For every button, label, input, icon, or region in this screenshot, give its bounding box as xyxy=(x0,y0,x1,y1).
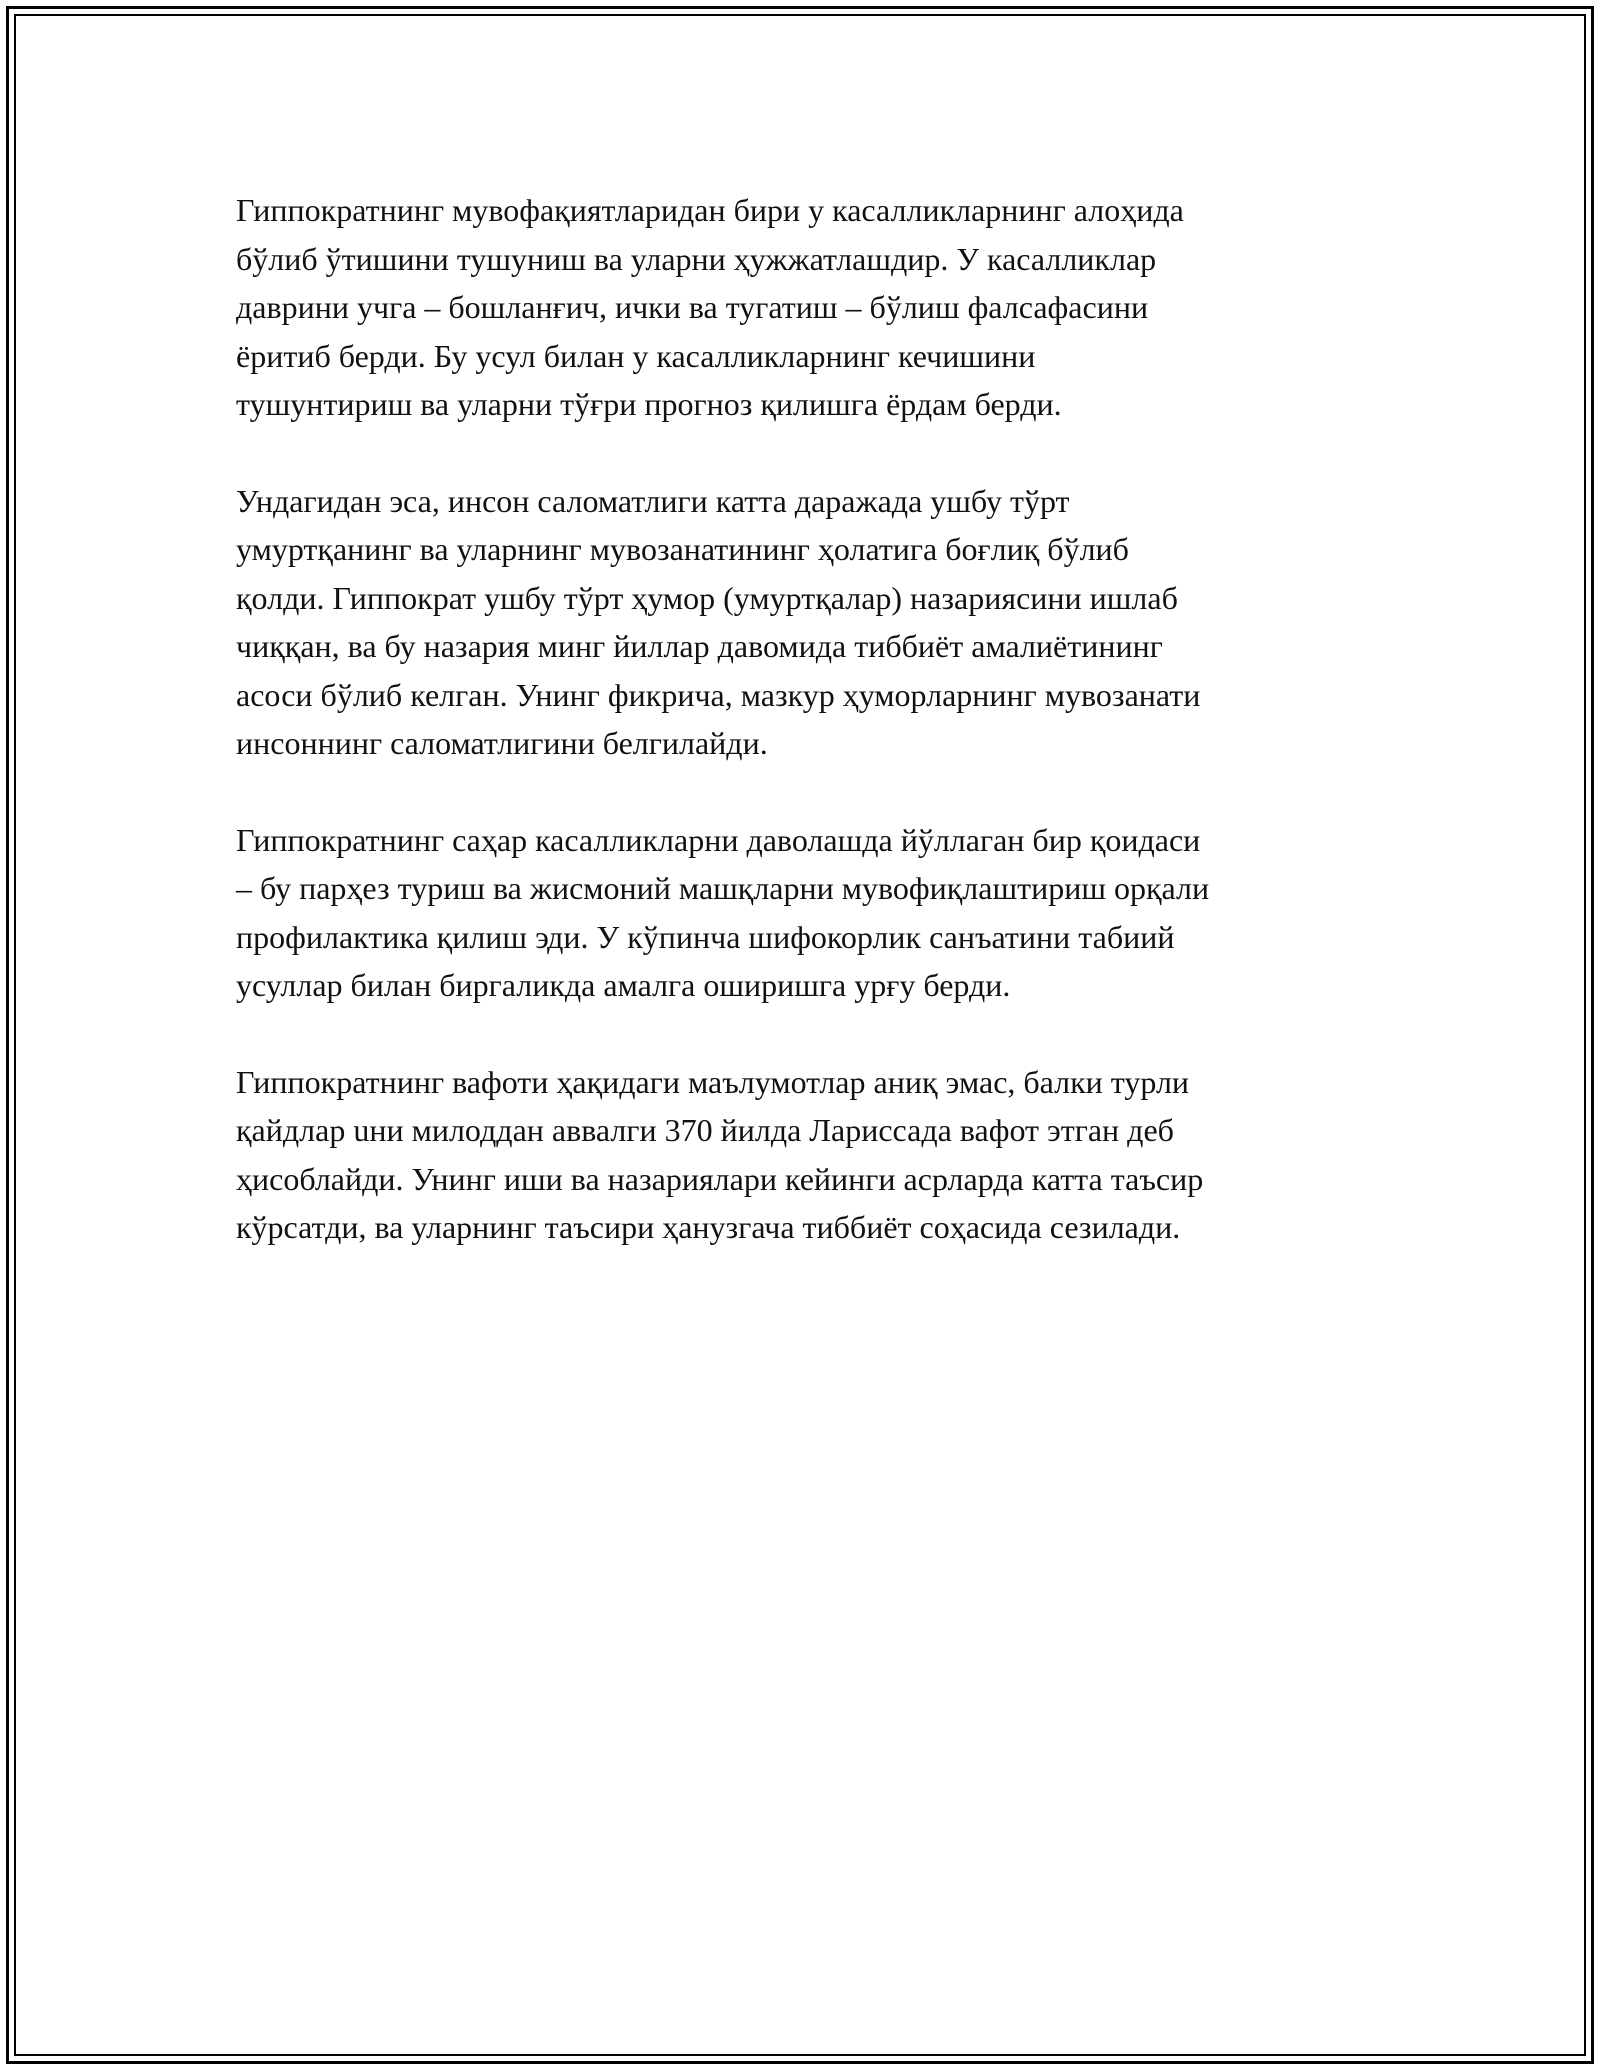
paragraph-3: Гиппократнинг саҳар касалликларни даволашда йўллаган бир қоидаси – бу парҳез туриш ва жисмоний машқларни мувофиқлаштириш орқали профилактика қилиш эди. У кўпинча шифокорлик санъатини табиий усуллар билан биргаликда амалга оширишга урғу берди. xyxy=(236,821,1210,1003)
paragraph-4: Гиппократнинг вафоти ҳақидаги маълумотлар аниқ эмас, балки турли қайдлар uни милоддан аввалги 370 йилда Лариссада вафот этган деб ҳисоблайди. Унинг иши ва назариялари кейинги асрларда катта таъсир кўрсатди, ва уларнинг таъсири ҳанузгача тиббиёт соҳасида сезилади. xyxy=(236,1063,1204,1245)
paragraph-1: Гиппократнинг мувофақиятларидан бири у касалликларнинг алоҳида бўлиб ўтишини тушуниш ва уларни ҳужжатлашдир. У касалликлар даврини учга – бошланғич, ички ва тугатиш – бўлиш фалсафасини ёритиб берди. Бу усул билан у касалликларнинг кечишини тушунтириш ва уларни тўғри прогноз қилишга ёрдам берди. xyxy=(236,192,1184,422)
paragraph-2: Ундагидан эса, инсон саломатлиги катта даражада ушбу тўрт умуртқанинг ва уларнинг мувозанатининг ҳолатига боғлиқ бўлиб қолди. Гиппократ ушбу тўрт ҳумор (умуртқалар) назариясини ишлаб чиққан, ва бу назария минг йиллар давомида тиббиёт амалиётининг асоси бўлиб келган. Унинг фикрича, мазкур ҳуморларнинг мувозанати инсоннинг саломатлигини белгилайди. xyxy=(236,482,1201,761)
document-body xyxy=(236,186,1376,1300)
